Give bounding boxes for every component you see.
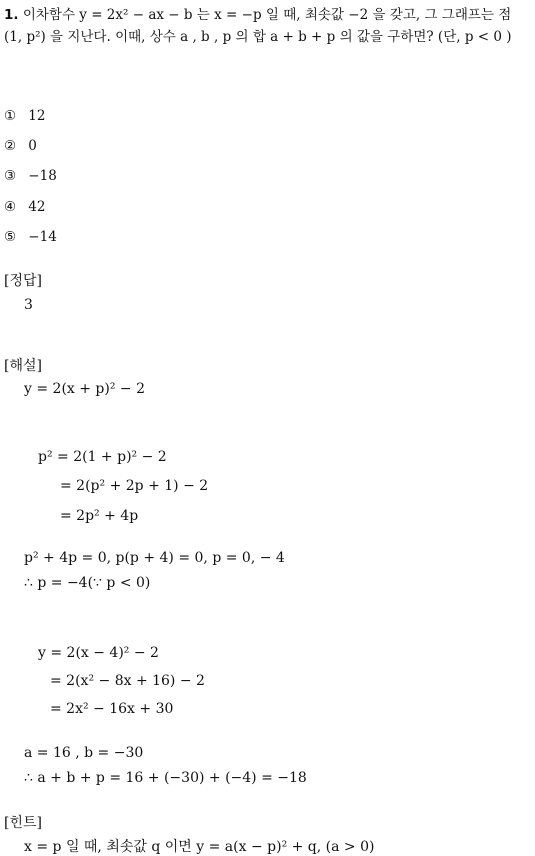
- solution-label: [해설]: [4, 358, 42, 374]
- option-value: 42: [28, 199, 46, 215]
- solution-line: p² + 4p = 0, p(p + 4) = 0, p = 0, − 4: [24, 550, 285, 566]
- solution-line: p² = 2(1 + p)² − 2: [38, 449, 167, 465]
- solution-line: ∴ p = −4(∵ p < 0): [24, 575, 151, 591]
- answer-value: 3: [24, 297, 33, 313]
- solution-line: = 2p² + 4p: [60, 508, 139, 524]
- hint-label: [힌트]: [4, 815, 42, 831]
- option-value: 12: [28, 108, 46, 124]
- option-mark: ①: [4, 108, 17, 124]
- option-value: 0: [28, 138, 37, 154]
- option-mark: ④: [4, 199, 17, 215]
- option-3[interactable]: [4, 168, 57, 184]
- option-mark: ②: [4, 138, 17, 154]
- option-4[interactable]: [4, 199, 45, 215]
- question-text: 이차함수 y = 2x² − ax − b 는 x = −p 일 때, 최솟값 −2 을 갖고, 그 그래프는 점 (1, p²) 을 지난다. 이때, 상수 a , b , p 의 합 a + b + p 의 값을 구하면? (단, p < 0 ): [4, 7, 512, 45]
- solution-line: a = 16 , b = −30: [24, 745, 144, 761]
- solution-line: y = 2(x − 4)² − 2: [38, 645, 159, 661]
- option-value: −18: [28, 168, 57, 184]
- option-5[interactable]: [4, 229, 57, 245]
- option-mark: ③: [4, 168, 17, 184]
- hint-text: x = p 일 때, 최솟값 q 이면 y = a(x − p)² + q, (a > 0): [24, 839, 375, 855]
- question: [4, 4, 532, 48]
- answer-label: [정답]: [4, 273, 42, 289]
- solution-line: = 2(x² − 8x + 16) − 2: [50, 673, 205, 689]
- option-2[interactable]: [4, 138, 37, 154]
- option-1[interactable]: [4, 108, 45, 124]
- solution-line: ∴ a + b + p = 16 + (−30) + (−4) = −18: [24, 770, 307, 786]
- solution-line: = 2x² − 16x + 30: [50, 701, 174, 717]
- solution-line: y = 2(x + p)² − 2: [24, 381, 146, 397]
- question-number: 1.: [4, 7, 19, 23]
- solution-line: = 2(p² + 2p + 1) − 2: [60, 478, 209, 494]
- option-mark: ⑤: [4, 229, 17, 245]
- option-value: −14: [28, 229, 57, 245]
